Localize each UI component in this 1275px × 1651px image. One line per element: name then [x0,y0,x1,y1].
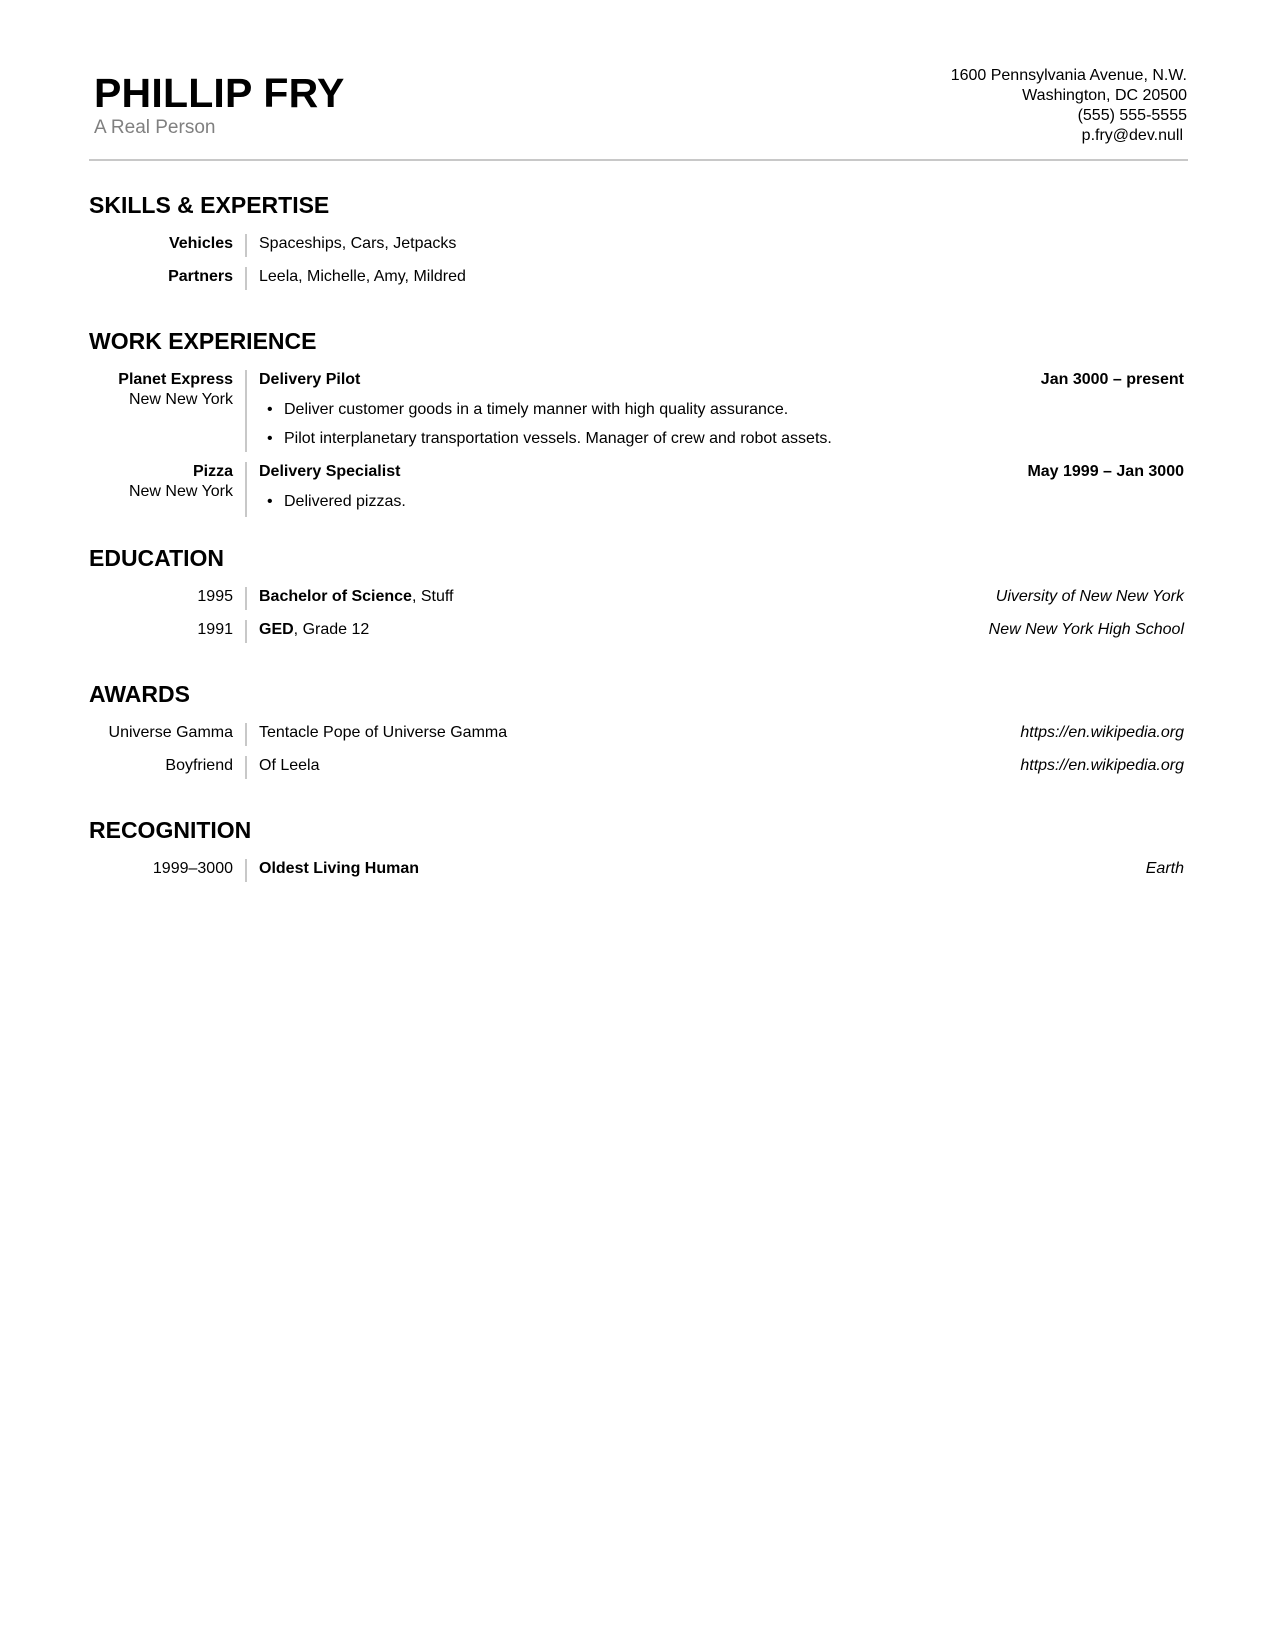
education-year: 1991 [197,621,233,638]
skill-label: Vehicles [168,235,233,252]
row-divider [245,723,247,746]
contact-block [951,66,1187,146]
job-company: Planet Express [118,371,233,388]
row-divider [245,370,247,452]
row-divider [245,587,247,610]
row-divider [245,267,247,290]
award-value: Tentacle Pope of Universe Gamma [259,724,508,741]
section-title-work: WORK EXPERIENCE [89,328,317,354]
skill-label: Partners [168,268,233,285]
education-school: New New York High School [988,621,1184,638]
address-line-1: 1600 Pennsylvania Avenue, N.W. [950,67,1187,84]
row-divider [245,462,247,517]
award-link[interactable]: https://en.wikipedia.org [1020,724,1184,741]
skill-value: Spaceships, Cars, Jetpacks [259,235,457,252]
section-title-education: EDUCATION [89,545,225,571]
education-detail: , Grade 12 [293,621,370,638]
education-degree-line [259,587,453,607]
job-role: Delivery Specialist [259,463,401,480]
phone-number: (555) 555-5555 [1077,107,1187,124]
job-bullet: • Delivered pizzas. [259,492,406,521]
award-label: Boyfriend [165,757,233,774]
email-address[interactable]: p.fry@dev.null [1081,127,1183,144]
education-school: Uiversity of New New York [995,588,1184,605]
row-divider [245,756,247,779]
resume-subtitle: A Real Person [94,117,216,138]
award-value: Of Leela [259,757,320,774]
education-degree-line [259,620,369,640]
job-org [89,462,233,502]
section-title-skills: SKILLS & EXPERTISE [89,192,330,218]
job-company: Pizza [192,463,233,480]
job-bullet: • Pilot interplanetary transportation vessels. Manager of crew and robot assets. [259,429,832,458]
job-bullets [259,492,406,521]
recognition-place: Earth [1145,860,1184,877]
section-title-awards: AWARDS [89,681,190,707]
education-detail: , Stuff [411,588,454,605]
row-divider [245,859,247,882]
job-dates: May 1999 – Jan 3000 [1027,463,1184,480]
education-degree: GED [259,621,294,638]
job-bullets [259,400,832,458]
job-dates: Jan 3000 – present [1040,371,1184,388]
resume-name: PHILLIP FRY [94,70,345,116]
address-line-2: Washington, DC 20500 [1022,87,1187,104]
job-location: New New York [128,391,233,408]
job-role: Delivery Pilot [259,371,361,388]
job-location: New New York [128,483,233,500]
education-degree: Bachelor of Science [259,588,412,605]
job-org [89,370,233,410]
job-bullet: • Deliver customer goods in a timely manner with high quality assurance. [259,400,832,429]
award-label: Universe Gamma [108,724,233,741]
recognition-years: 1999–3000 [152,860,233,877]
header-divider [89,159,1188,161]
row-divider [245,234,247,257]
row-divider [245,620,247,643]
section-title-recognition: RECOGNITION [89,817,252,843]
award-link[interactable]: https://en.wikipedia.org [1020,757,1184,774]
skill-value: Leela, Michelle, Amy, Mildred [259,268,466,285]
recognition-value: Oldest Living Human [259,860,420,877]
education-year: 1995 [197,588,233,605]
